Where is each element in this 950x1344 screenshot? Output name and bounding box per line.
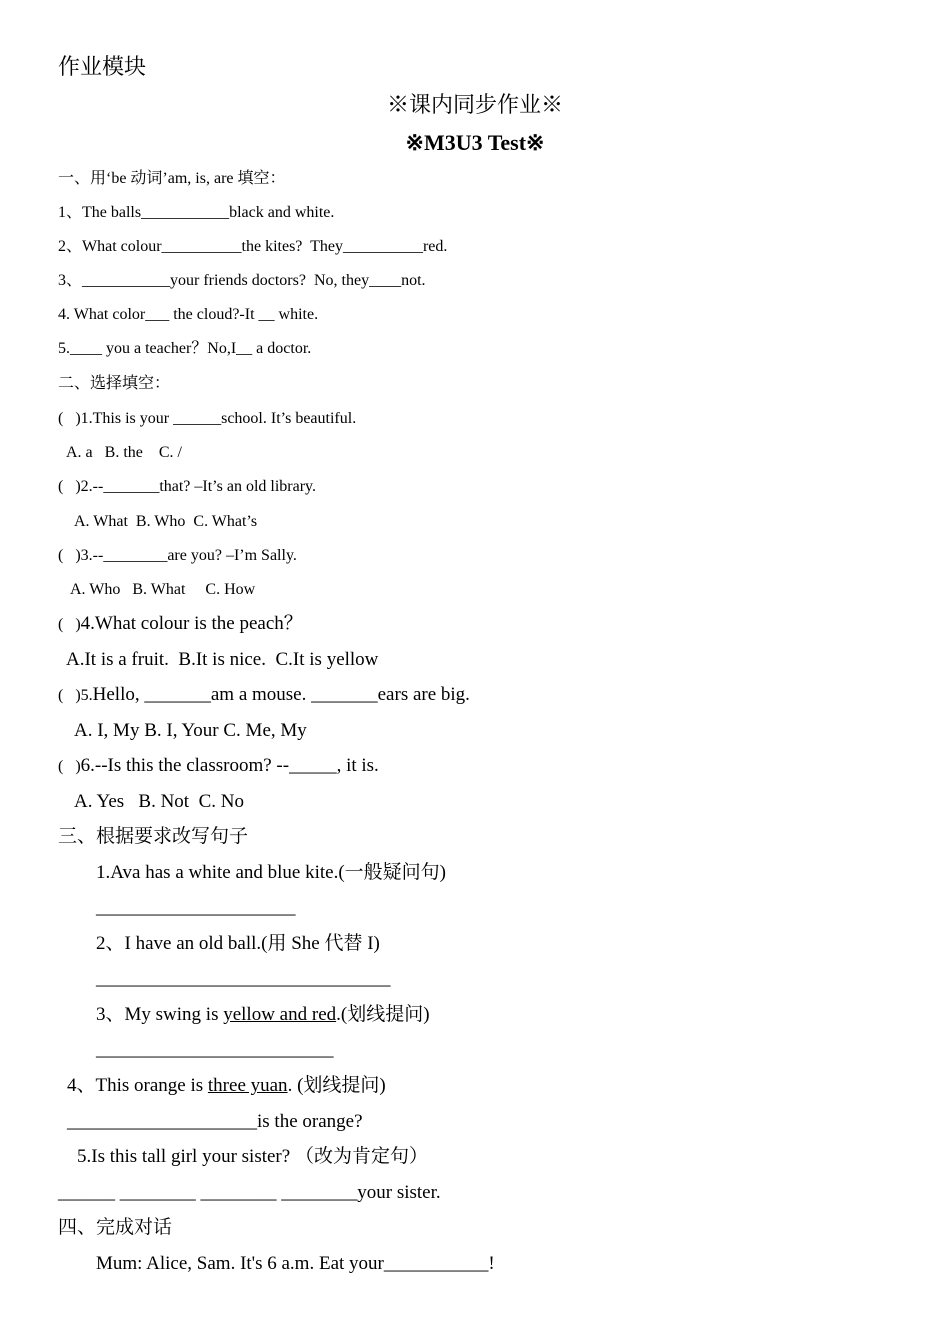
- q3-underlined-part: yellow and red: [223, 1004, 337, 1025]
- section3-q5: 5.Is this tall girl your sister? （改为肯定句）: [77, 1146, 428, 1167]
- q4-text-after: . (划线提问): [287, 1075, 386, 1096]
- section1-q3: 3、___________your friends doctors? No, they____not.: [58, 272, 426, 289]
- section2-q4: [58, 614, 303, 633]
- section2-q3-options: A. Who B. What C. How: [70, 581, 256, 598]
- section1-q1: 1、The balls___________black and white.: [58, 204, 335, 221]
- section3-q2: 2、I have an old ball.(用 She 代替 I): [96, 933, 380, 954]
- section2-q6: [58, 756, 379, 775]
- answer-bracket: ( ): [58, 758, 81, 775]
- section2-q5-options: A. I, My B. I, Your C. Me, My: [74, 720, 307, 741]
- subtitle: ※课内同步作业※: [386, 92, 563, 117]
- section3-q1-blank: _____________________: [96, 897, 296, 918]
- section3-q2-blank: _______________________________: [96, 968, 391, 989]
- q3-text-after: .(划线提问): [336, 1004, 430, 1025]
- test-title: ※M3U3 Test※: [405, 130, 545, 155]
- answer-bracket: ( )5.: [58, 687, 93, 704]
- answer-bracket: ( ): [58, 616, 81, 633]
- section1-q2: 2、What colour__________the kites? They__________red.: [58, 238, 448, 255]
- section2-q3: ( )3.--________are you? –I’m Sally.: [58, 547, 297, 564]
- section2-q4-options: A.It is a fruit. B.It is nice. C.It is yellow: [66, 649, 379, 670]
- section2-q1-options: A. a B. the C. /: [66, 444, 182, 461]
- section1-q4: 4. What color___ the cloud?-It __ white.: [58, 306, 319, 323]
- section1-heading: 一、用‘be 动词’am, is, are 填空：: [58, 170, 286, 187]
- section3-q3-blank: _________________________: [96, 1039, 334, 1060]
- section4-heading: 四、完成对话: [58, 1217, 173, 1238]
- section4-line1: Mum: Alice, Sam. It's 6 a.m. Eat your___________!: [96, 1253, 495, 1274]
- question-text: 4.What colour is the peach？: [80, 613, 303, 634]
- module-title: 作业模块: [58, 54, 147, 79]
- question-text: Hello, _______am a mouse. _______ears are big.: [92, 684, 470, 705]
- q3-text-before: 3、My swing is: [96, 1004, 224, 1025]
- section2-q1: ( )1.This is your ______school. It’s beautiful.: [58, 410, 357, 427]
- section3-q1: 1.Ava has a white and blue kite.(一般疑问句): [96, 862, 447, 883]
- section3-heading: 三、根据要求改写句子: [58, 826, 249, 847]
- section3-q4-answer: ____________________is the orange?: [67, 1111, 363, 1132]
- q4-text-before: 4、This orange is: [67, 1075, 208, 1096]
- section2-q5: [58, 685, 470, 704]
- section2-heading: 二、选择填空：: [58, 375, 171, 392]
- section2-q6-options: A. Yes B. Not C. No: [74, 791, 244, 812]
- section1-q5: 5.____ you a teacher？No,I__ a doctor.: [58, 340, 312, 357]
- section2-q2: ( )2.--_______that? –It’s an old library.: [58, 478, 317, 495]
- q4-underlined-part: three yuan: [207, 1075, 288, 1096]
- question-text: 6.--Is this the classroom? --_____, it is.: [80, 755, 379, 776]
- section3-q5-answer: ______ ________ ________ ________your sister.: [58, 1182, 441, 1203]
- section3-q3: [96, 1005, 430, 1024]
- section3-q4: [67, 1076, 386, 1095]
- section2-q2-options: A. What B. Who C. What’s: [74, 513, 258, 530]
